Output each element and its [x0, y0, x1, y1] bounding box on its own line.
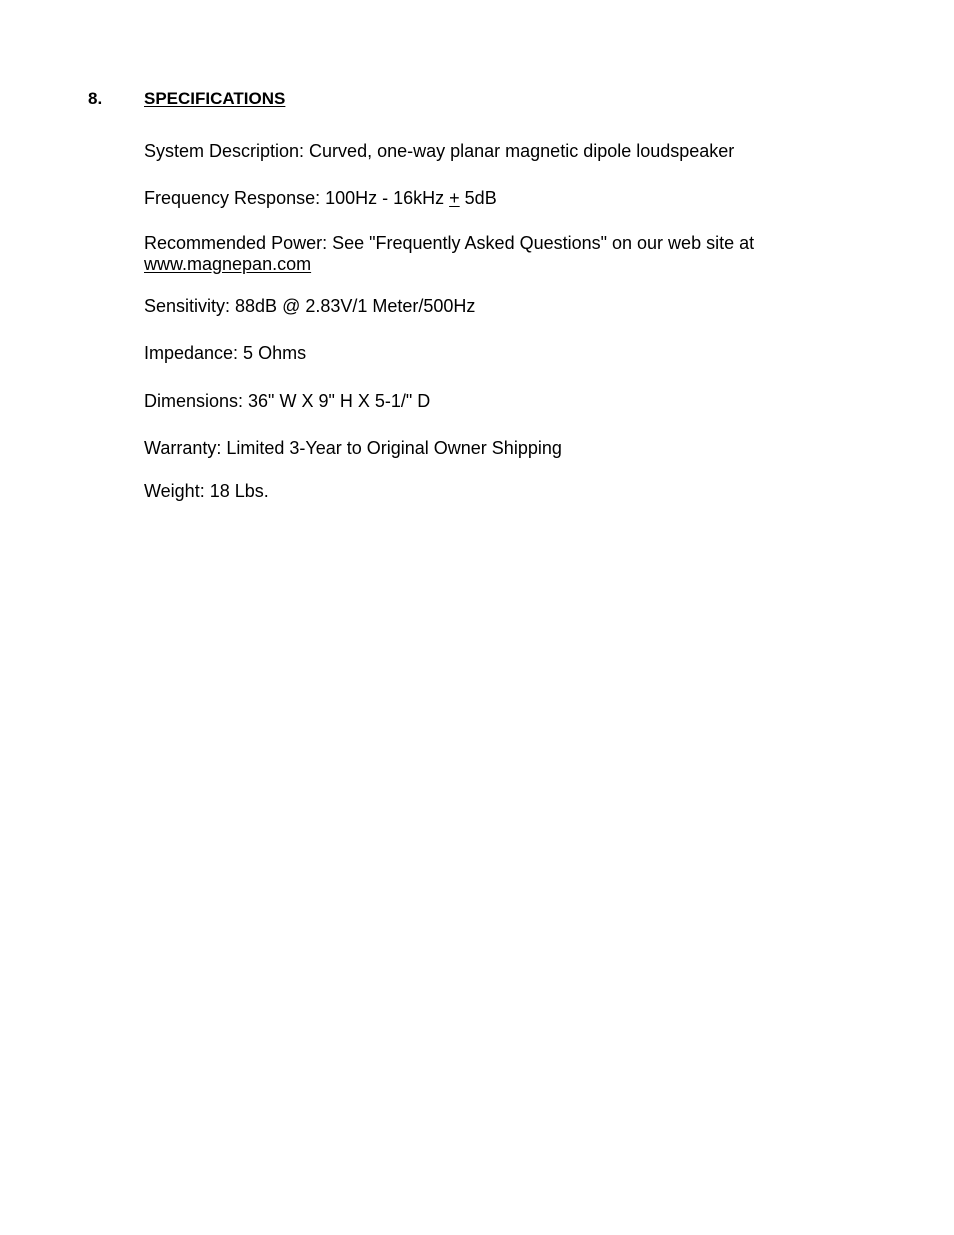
spec-impedance: Impedance: 5 Ohms: [144, 343, 307, 363]
frequency-prefix: Frequency Response: 100Hz - 16kHz: [144, 188, 450, 208]
section-number: 8.: [88, 89, 103, 108]
section-title: SPECIFICATIONS: [144, 89, 286, 108]
magnepan-website-link[interactable]: www.magnepan.com: [144, 254, 312, 274]
spec-warranty: Warranty: Limited 3-Year to Original Owner Shipping: [144, 438, 562, 458]
spec-dimensions: Dimensions: 36" W X 9" H X 5-1/" D: [144, 391, 431, 411]
spec-sensitivity: Sensitivity: 88dB @ 2.83V/1 Meter/500Hz: [144, 296, 476, 316]
frequency-suffix: 5dB: [459, 188, 497, 208]
plus-minus-symbol: +: [449, 188, 460, 208]
spec-frequency-response: [144, 188, 497, 209]
power-text: Recommended Power: See "Frequently Asked Questions" on our web site at: [144, 233, 755, 253]
spec-system-description: System Description: Curved, one-way planar magnetic dipole loudspeaker: [144, 141, 735, 161]
spec-weight: Weight: 18 Lbs.: [144, 481, 269, 501]
spec-recommended-power: [144, 233, 754, 275]
